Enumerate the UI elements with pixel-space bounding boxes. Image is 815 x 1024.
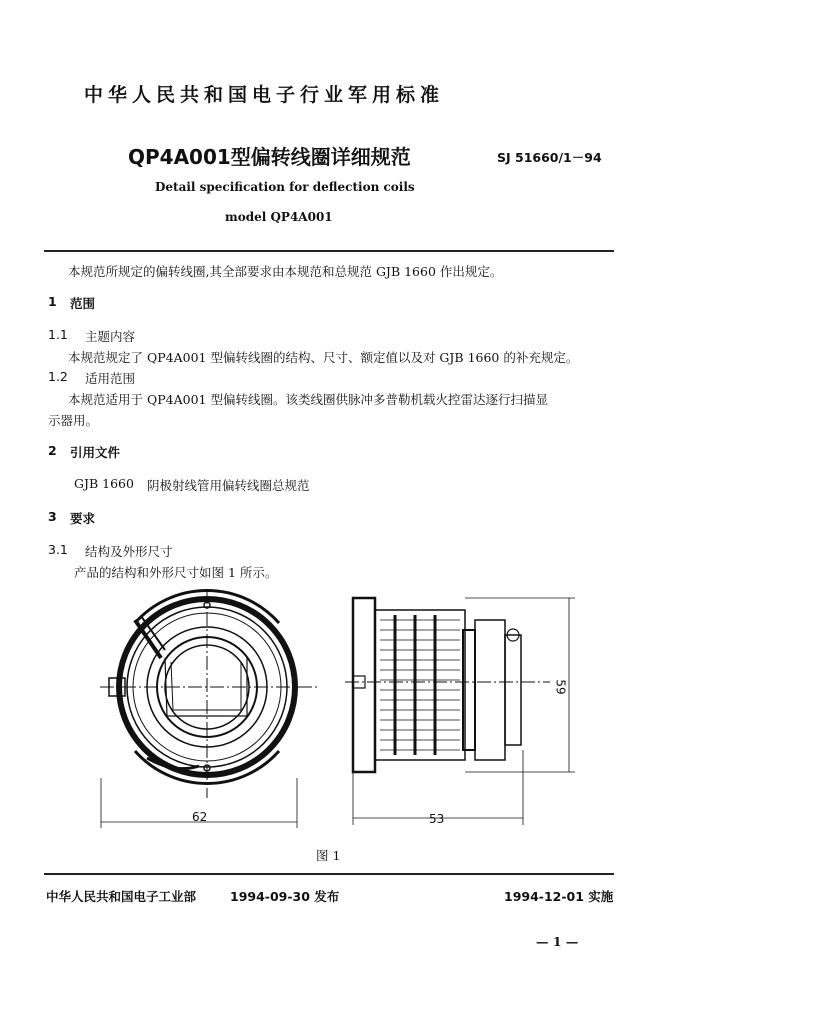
section-2-number: 2 [48,443,57,458]
dim-side-width: 53 [429,812,445,826]
reference-title: 阴极射线管用偏转线圈总规范 [147,478,310,493]
dim-front-width: 62 [192,810,208,824]
footer-rule [44,873,614,875]
english-title-line2: model QP4A001 [225,210,333,224]
header-rule [44,250,614,252]
section-3-1-title: 结构及外形尺寸 [85,544,173,559]
section-3-1-number: 3.1 [48,542,68,557]
section-1-2-title: 适用范围 [85,371,136,386]
section-1-1-number: 1.1 [48,327,68,342]
section-1-2-text-line2: 示器用。 [48,413,99,428]
section-1-1-title: 主题内容 [85,329,136,344]
section-1-number: 1 [48,294,57,309]
org-title: 中华人民共和国电子行业军用标准 [84,84,445,106]
section-1-2-number: 1.2 [48,369,68,384]
section-3-1-text: 产品的结构和外形尺寸如图 1 所示。 [74,565,278,580]
doc-title: QP4A001型偏转线圈详细规范 [128,145,411,169]
page-number: — 1 — [536,934,579,949]
section-1-1-text: 本规范规定了 QP4A001 型偏转线圈的结构、尺寸、额定值以及对 GJB 1660 的补充规定。 [68,350,579,365]
side-view-drawing [345,590,585,830]
intro-paragraph: 本规范所规定的偏转线圈,其全部要求由本规范和总规范 GJB 1660 作出规定。 [68,264,503,279]
section-1-title: 范围 [70,296,96,311]
section-3-number: 3 [48,509,57,524]
issuing-authority: 中华人民共和国电子工业部 [46,889,197,904]
reference-code: GJB 1660 [74,476,134,491]
effective-date: 1994-12-01 实施 [504,889,614,904]
dim-side-height: 59 [553,679,568,695]
section-2-title: 引用文件 [70,445,121,460]
section-3-title: 要求 [70,511,96,526]
standard-code: SJ 51660/1－94 [497,150,602,165]
english-title-line1: Detail specification for deflection coils [155,180,415,194]
figure-caption: 图 1 [316,848,341,863]
issue-date: 1994-09-30 发布 [230,889,340,904]
front-view-drawing [95,588,335,838]
section-1-2-text-line1: 本规范适用于 QP4A001 型偏转线圈。该类线圈供脉冲多普勒机载火控雷达逐行扫描显 [68,392,548,407]
